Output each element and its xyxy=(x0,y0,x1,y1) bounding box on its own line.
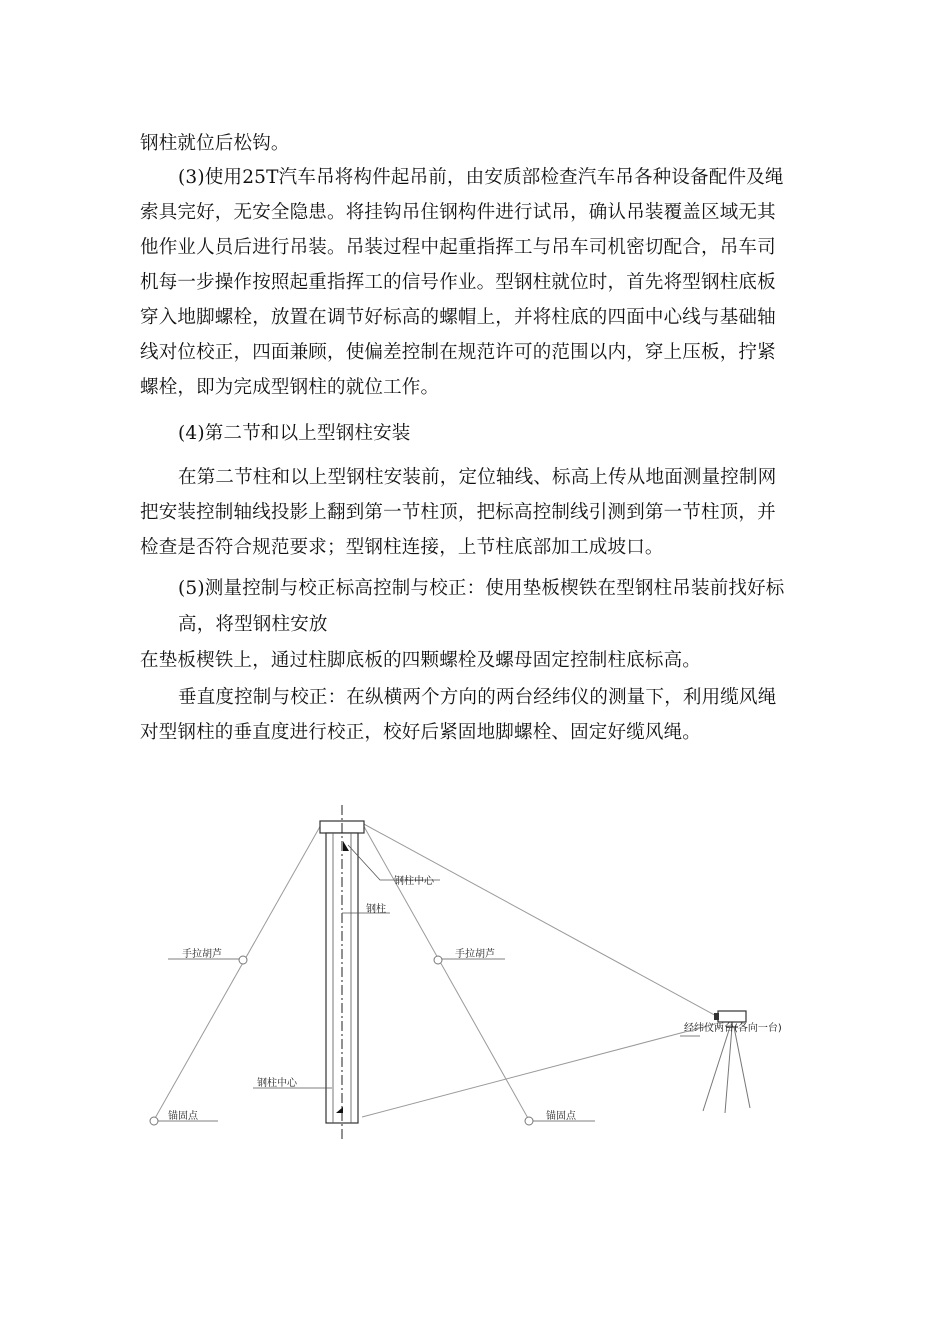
section-heading-4: (4)第二节和以上型钢柱安装 xyxy=(178,423,411,444)
text-line-5: 机每一步操作按照起重指挥工的信号作业。型钢柱就位时，首先将型钢柱底板 xyxy=(140,272,776,293)
anchor-left-icon xyxy=(150,1117,158,1125)
guy-rope-left xyxy=(154,823,322,1120)
guy-rope-right xyxy=(362,823,529,1120)
text-line-16: 垂直度控制与校正：在纵横两个方向的两台经纬仪的测量下，利用缆风绳 xyxy=(178,687,777,708)
text-line-14: 高，将型钢柱安放 xyxy=(178,614,328,635)
label-anchor-left: 锚固点 xyxy=(168,1111,198,1122)
text-line-2: (3)使用25T汽车吊将构件起吊前，由安质部检查汽车吊各种设备配件及绳 xyxy=(178,167,784,188)
label-column-center-bottom: 钢柱中心 xyxy=(257,1078,297,1089)
text-line-12: 检查是否符合规范要求；型钢柱连接，上节柱底部加工成坡口。 xyxy=(140,537,664,558)
label-column: 钢柱 xyxy=(366,904,386,915)
leader-column-center-top xyxy=(348,845,440,880)
text-line-7: 线对位校正，四面兼顾，使偏差控制在规范许可的范围以内，穿上压板，拧紧 xyxy=(140,342,776,363)
label-column-center-top: 钢柱中心 xyxy=(394,876,434,887)
text-line-3: 索具完好，无安全隐患。将挂钩吊住钢构件进行试吊，确认吊装覆盖区域无其 xyxy=(140,202,776,223)
text-line-10: 在第二节柱和以上型钢柱安装前，定位轴线、标高上传从地面测量控制网 xyxy=(178,467,777,488)
text-line-17: 对型钢柱的垂直度进行校正，校好后紧固地脚螺栓、固定好缆风绳。 xyxy=(140,722,702,743)
text-line-6: 穿入地脚螺栓，放置在调节好标高的螺帽上，并将柱底的四面中心线与基础轴 xyxy=(140,307,776,328)
text-line-1: 钢柱就位后松钩。 xyxy=(140,133,290,154)
label-hoist-right: 手拉胡芦 xyxy=(455,949,495,960)
text-line-4: 他作业人员后进行吊装。吊装过程中起重指挥工与吊车司机密切配合，吊车司 xyxy=(140,237,776,258)
sight-line-bottom xyxy=(362,1024,715,1117)
hoist-left-icon xyxy=(239,956,247,964)
column-correction-diagram xyxy=(140,795,810,1155)
label-hoist-left: 手拉胡芦 xyxy=(182,949,222,960)
sight-line-top xyxy=(362,823,720,1018)
hoist-right-icon xyxy=(434,956,442,964)
anchor-right-icon xyxy=(525,1117,533,1125)
label-anchor-right: 锚固点 xyxy=(546,1111,576,1122)
text-line-15: 在垫板楔铁上，通过柱脚底板的四颗螺栓及螺母固定控制柱底标高。 xyxy=(140,650,702,671)
label-theodolite: 经纬仪两台(各向一台) xyxy=(684,1023,782,1034)
text-line-11: 把安装控制轴线投影上翻到第一节柱顶，把标高控制线引测到第一节柱顶，并 xyxy=(140,502,776,523)
text-line-13: (5)测量控制与校正标高控制与校正：使用垫板楔铁在型钢柱吊装前找好标 xyxy=(178,578,785,599)
text-line-8: 螺栓，即为完成型钢柱的就位工作。 xyxy=(140,377,440,398)
